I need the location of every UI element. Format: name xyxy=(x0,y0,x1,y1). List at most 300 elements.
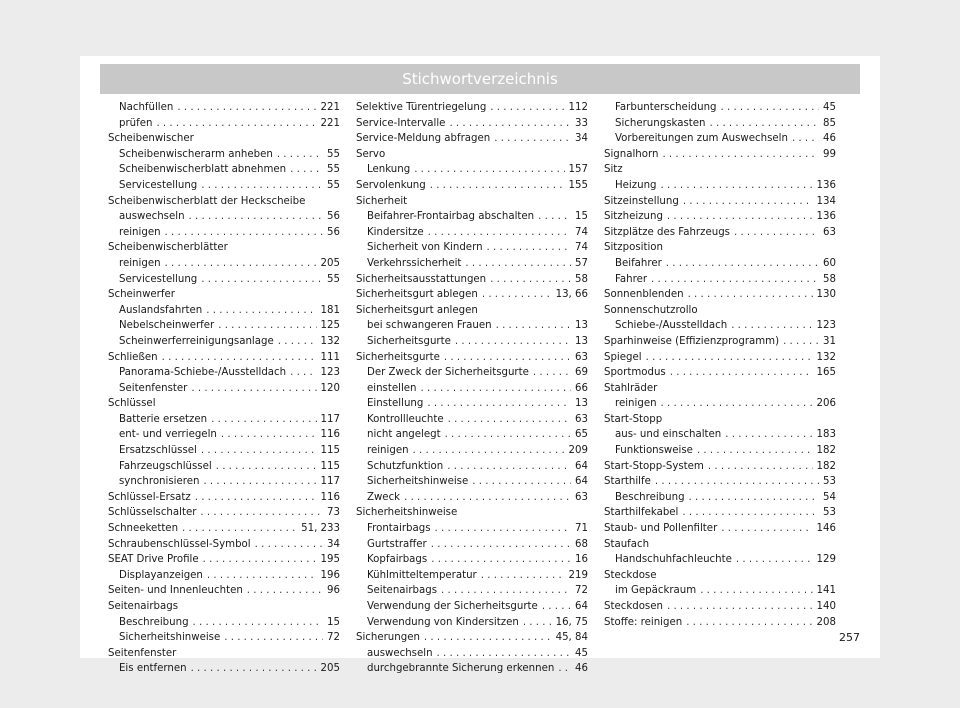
dot-leader xyxy=(686,615,812,631)
entry-term: Staufach xyxy=(604,538,650,550)
index-subentry xyxy=(108,661,340,677)
entry-term: Batterie ersetzen xyxy=(119,413,208,425)
dot-leader xyxy=(290,365,316,381)
entry-page: 55 xyxy=(327,179,340,191)
dot-leader xyxy=(404,490,571,506)
dot-leader xyxy=(428,225,571,241)
entry-term: Sicherheit von Kindern xyxy=(367,242,483,254)
entry-page: 55 xyxy=(327,273,340,285)
entry-page: 33 xyxy=(575,117,588,129)
entry-term: Verkehrssicherheit xyxy=(367,257,462,269)
index-entry xyxy=(356,147,588,163)
dot-leader xyxy=(448,412,571,428)
entry-term: Start-Stopp xyxy=(604,413,663,425)
dot-leader xyxy=(447,459,571,475)
dot-leader xyxy=(688,287,813,303)
entry-term: Stahlräder xyxy=(604,382,658,394)
index-subentry xyxy=(356,318,588,334)
entry-term: Sicherheitsgurt ablegen xyxy=(356,289,478,301)
index-subentry xyxy=(356,661,588,677)
index-entry xyxy=(108,599,340,615)
index-entry xyxy=(356,505,588,521)
entry-term: Servicestellung xyxy=(119,179,198,191)
entry-term: Scheibenwischerblätter xyxy=(108,242,228,254)
entry-page: 68 xyxy=(575,538,588,550)
entry-page: 157 xyxy=(568,164,588,176)
entry-term: durchgebrannte Sicherung erkennen xyxy=(367,663,555,675)
entry-term: Sicherheitshinweise xyxy=(367,476,469,488)
dot-leader xyxy=(734,225,819,241)
entry-term: Eis entfernen xyxy=(119,663,187,675)
index-entry xyxy=(356,178,588,194)
entry-term: ent- und verriegeln xyxy=(119,429,217,441)
index-subentry xyxy=(356,427,588,443)
index-subentry xyxy=(604,178,836,194)
entry-term: Kindersitze xyxy=(367,226,424,238)
entry-page: 66 xyxy=(575,382,588,394)
entry-term: Kontrollleuchte xyxy=(367,413,444,425)
index-subentry xyxy=(604,396,836,412)
entry-page: 51, 233 xyxy=(301,523,340,535)
entry-term: Selektive Türentriegelung xyxy=(356,102,487,113)
dot-leader xyxy=(203,474,316,490)
entry-page: 155 xyxy=(568,179,588,191)
entry-term: einstellen xyxy=(367,382,417,394)
index-entry xyxy=(356,303,588,319)
index-entry xyxy=(604,334,836,350)
entry-page: 132 xyxy=(816,351,836,363)
dot-leader xyxy=(424,630,552,646)
index-entry xyxy=(604,225,836,241)
entry-term: Beifahrer-Frontairbag abschalten xyxy=(367,211,535,223)
entry-term: Start-Stopp-System xyxy=(604,460,704,472)
entry-page: 65 xyxy=(575,429,588,441)
entry-term: Sonnenschutzrollo xyxy=(604,304,698,316)
dot-leader xyxy=(435,521,572,537)
entry-term: Gurtstraffer xyxy=(367,538,427,550)
entry-page: 221 xyxy=(320,102,340,113)
dot-leader xyxy=(523,615,552,631)
entry-page: 205 xyxy=(320,663,340,675)
index-subentry xyxy=(356,583,588,599)
index-subentry xyxy=(356,443,588,459)
entry-term: Starthilfekabel xyxy=(604,507,679,519)
dot-leader xyxy=(165,225,323,241)
entry-term: Lenkung xyxy=(367,164,411,176)
dot-leader xyxy=(481,568,565,584)
dot-leader xyxy=(278,334,317,350)
entry-page: 116 xyxy=(320,429,340,441)
index-subentry xyxy=(356,240,588,256)
entry-term: im Gepäckraum xyxy=(615,585,697,597)
entry-page: 74 xyxy=(575,242,588,254)
dot-leader xyxy=(494,131,571,147)
entry-page: 208 xyxy=(816,616,836,628)
index-subentry xyxy=(356,365,588,381)
entry-page: 13 xyxy=(575,335,588,347)
index-entry xyxy=(108,131,340,147)
dot-leader xyxy=(206,303,316,319)
entry-term: Handschuhfachleuchte xyxy=(615,554,732,566)
index-entry xyxy=(604,615,836,631)
index-entry xyxy=(604,381,836,397)
index-subentry xyxy=(108,459,340,475)
entry-term: Sicherheitsgurte xyxy=(367,335,451,347)
entry-term: Schneeketten xyxy=(108,523,179,535)
index-entry xyxy=(108,552,340,568)
index-subentry xyxy=(356,209,588,225)
entry-term: Seitenairbags xyxy=(367,585,438,597)
entry-page: 182 xyxy=(816,460,836,472)
index-entry xyxy=(604,365,836,381)
dot-leader xyxy=(247,583,323,599)
index-subentry xyxy=(108,209,340,225)
index-entry xyxy=(108,240,340,256)
index-subentry xyxy=(356,162,588,178)
index-subentry xyxy=(356,459,588,475)
entry-page: 195 xyxy=(320,554,340,566)
index-entry xyxy=(604,521,836,537)
entry-page: 165 xyxy=(816,367,836,379)
index-subentry xyxy=(356,474,588,490)
entry-term: nicht angelegt xyxy=(367,429,441,441)
dot-leader xyxy=(441,583,571,599)
dot-leader xyxy=(783,334,819,350)
index-subentry xyxy=(356,381,588,397)
entry-term: Steckdosen xyxy=(604,601,663,612)
entry-page: 16 xyxy=(575,554,588,566)
dot-leader xyxy=(444,350,571,366)
index-entry xyxy=(356,272,588,288)
entry-term: Fahrzeugschlüssel xyxy=(119,460,212,472)
index-subentry xyxy=(108,365,340,381)
entry-page: 117 xyxy=(320,476,340,488)
dot-leader xyxy=(193,615,323,631)
dot-leader xyxy=(201,272,323,288)
entry-page: 69 xyxy=(575,367,588,379)
entry-page: 181 xyxy=(320,304,340,316)
dot-leader xyxy=(427,396,571,412)
entry-page: 54 xyxy=(823,491,836,503)
entry-term: Service-Meldung abfragen xyxy=(356,133,491,145)
entry-term: Servicestellung xyxy=(119,273,198,285)
entry-term: Schutzfunktion xyxy=(367,460,444,472)
entry-page: 129 xyxy=(816,554,836,566)
entry-page: 71 xyxy=(575,523,588,535)
entry-term: Verwendung von Kindersitzen xyxy=(367,616,519,628)
index-subentry xyxy=(108,443,340,459)
dot-leader xyxy=(182,521,297,537)
entry-term: Sitzeinstellung xyxy=(604,195,679,207)
index-subentry xyxy=(108,178,340,194)
index-entry xyxy=(604,147,836,163)
entry-page: 209 xyxy=(568,445,588,457)
dot-leader xyxy=(708,459,813,475)
entry-page: 64 xyxy=(575,476,588,488)
index-subentry xyxy=(108,303,340,319)
page-number: 257 xyxy=(839,631,860,644)
index-subentry xyxy=(604,318,836,334)
index-subentry xyxy=(604,583,836,599)
index-subentry xyxy=(108,116,340,132)
entry-page: 140 xyxy=(816,601,836,612)
entry-term: Seitenairbags xyxy=(108,601,179,612)
entry-term: Zweck xyxy=(367,491,401,503)
index-subentry xyxy=(356,646,588,662)
entry-term: Fahrer xyxy=(615,273,648,285)
index-subentry xyxy=(604,131,836,147)
index-entry xyxy=(108,646,340,662)
entry-page: 111 xyxy=(320,351,340,363)
index-page xyxy=(80,56,880,675)
dot-leader xyxy=(189,209,324,225)
entry-page: 13, 66 xyxy=(555,289,588,301)
dot-leader xyxy=(431,537,571,553)
index-entry xyxy=(108,521,340,537)
entry-term: Sicherheitshinweise xyxy=(119,632,221,644)
entry-term: Seitenfenster xyxy=(108,647,177,659)
index-subentry xyxy=(604,552,836,568)
entry-page: 72 xyxy=(327,632,340,644)
entry-page: 123 xyxy=(320,367,340,379)
index-entry xyxy=(108,396,340,412)
entry-term: Beifahrer xyxy=(615,257,662,269)
entry-term: Scheibenwischerarm anheben xyxy=(119,148,273,160)
index-entry xyxy=(604,505,836,521)
entry-page: 115 xyxy=(320,460,340,472)
index-subentry xyxy=(108,615,340,631)
dot-leader xyxy=(731,318,812,334)
entry-term: Seiten- und Innenleuchten xyxy=(108,585,243,597)
entry-page: 13 xyxy=(575,398,588,410)
entry-page: 85 xyxy=(823,117,836,129)
index-subentry xyxy=(108,256,340,272)
entry-page: 99 xyxy=(823,148,836,160)
index-entry xyxy=(604,474,836,490)
entry-term: Beschreibung xyxy=(615,491,685,503)
entry-page: 123 xyxy=(816,320,836,332)
entry-term: Servolenkung xyxy=(356,179,426,191)
entry-page: 221 xyxy=(320,117,340,129)
entry-term: Kopfairbags xyxy=(367,554,428,566)
entry-term: Schraubenschlüssel-Symbol xyxy=(108,538,251,550)
entry-page: 15 xyxy=(327,616,340,628)
entry-page: 73 xyxy=(327,507,340,519)
entry-page: 34 xyxy=(327,538,340,550)
index-subentry xyxy=(356,552,588,568)
dot-leader xyxy=(156,116,316,132)
entry-page: 45 xyxy=(575,647,588,659)
index-subentry xyxy=(356,396,588,412)
entry-term: Farbunterscheidung xyxy=(615,102,717,113)
dot-leader xyxy=(430,178,565,194)
entry-page: 74 xyxy=(575,226,588,238)
entry-term: Scheibenwischer xyxy=(108,133,194,145)
dot-leader xyxy=(413,443,565,459)
entry-term: Ersatzschlüssel xyxy=(119,445,197,457)
dot-leader xyxy=(651,272,819,288)
dot-leader xyxy=(721,100,820,116)
index-entry xyxy=(108,287,340,303)
entry-page: 46 xyxy=(575,663,588,675)
index-subentry xyxy=(604,272,836,288)
dot-leader xyxy=(700,583,812,599)
dot-leader xyxy=(683,194,813,210)
entry-term: Staub- und Pollenfilter xyxy=(604,523,718,535)
entry-term: Starthilfe xyxy=(604,476,651,488)
dot-leader xyxy=(445,427,571,443)
index-subentry xyxy=(108,147,340,163)
entry-page: 34 xyxy=(575,133,588,145)
dot-leader xyxy=(165,256,317,272)
dot-leader xyxy=(472,474,571,490)
entry-term: Sonnenblenden xyxy=(604,289,684,301)
entry-term: reinigen xyxy=(119,226,161,238)
dot-leader xyxy=(211,412,316,428)
entry-term: Sicherheit xyxy=(356,195,408,207)
entry-term: Seitenfenster xyxy=(119,382,188,394)
entry-term: Der Zweck der Sicherheitsgurte xyxy=(367,367,529,379)
entry-term: Spiegel xyxy=(604,351,642,363)
index-subentry xyxy=(356,334,588,350)
index-subentry xyxy=(604,443,836,459)
index-entry xyxy=(356,287,588,303)
dot-leader xyxy=(255,537,323,553)
index-entry xyxy=(108,505,340,521)
dot-leader xyxy=(670,365,813,381)
dot-leader xyxy=(455,334,571,350)
index-entry xyxy=(108,350,340,366)
entry-term: reinigen xyxy=(119,257,161,269)
entry-page: 63 xyxy=(575,413,588,425)
entry-term: Schlüsselschalter xyxy=(108,507,197,519)
entry-term: Verwendung der Sicherheitsgurte xyxy=(367,601,538,612)
entry-term: Heizung xyxy=(615,179,657,191)
entry-page: 56 xyxy=(327,211,340,223)
dot-leader xyxy=(437,646,572,662)
index-entry xyxy=(108,537,340,553)
entry-page: 96 xyxy=(327,585,340,597)
entry-page: 63 xyxy=(575,351,588,363)
dot-leader xyxy=(203,552,317,568)
dot-leader xyxy=(487,240,571,256)
index-entry xyxy=(604,240,836,256)
dot-leader xyxy=(414,162,564,178)
entry-term: prüfen xyxy=(119,117,153,129)
entry-page: 56 xyxy=(327,226,340,238)
entry-page: 196 xyxy=(320,569,340,581)
entry-term: SEAT Drive Profile xyxy=(108,554,199,566)
index-subentry xyxy=(108,568,340,584)
entry-page: 45 xyxy=(823,102,836,113)
dot-leader xyxy=(689,490,819,506)
index-entry xyxy=(604,459,836,475)
entry-term: Sportmodus xyxy=(604,367,666,379)
entry-page: 136 xyxy=(816,211,836,223)
index-entry xyxy=(356,100,588,116)
index-column-1 xyxy=(108,100,340,677)
entry-term: Sitz xyxy=(604,164,623,176)
entry-page: 206 xyxy=(816,398,836,410)
dot-leader xyxy=(542,599,571,615)
entry-page: 72 xyxy=(575,585,588,597)
index-entry xyxy=(356,630,588,646)
index-entry xyxy=(604,303,836,319)
dot-leader xyxy=(496,318,571,334)
dot-leader xyxy=(200,505,323,521)
index-subentry xyxy=(356,537,588,553)
dot-leader xyxy=(533,365,571,381)
entry-page: 134 xyxy=(816,195,836,207)
entry-term: Sparhinweise (Effizienzprogramm) xyxy=(604,335,780,347)
dot-leader xyxy=(558,661,571,677)
index-entry xyxy=(604,162,836,178)
index-subentry xyxy=(108,162,340,178)
entry-page: 136 xyxy=(816,179,836,191)
entry-page: 117 xyxy=(320,413,340,425)
dot-leader xyxy=(490,272,571,288)
dot-leader xyxy=(655,474,819,490)
entry-page: 31 xyxy=(823,335,836,347)
entry-page: 16, 75 xyxy=(555,616,588,628)
index-entry xyxy=(604,568,836,584)
entry-term: Vorbereitungen zum Auswechseln xyxy=(615,133,788,145)
entry-page: 116 xyxy=(320,491,340,503)
dot-leader xyxy=(201,178,323,194)
entry-term: Sicherheitshinweise xyxy=(356,507,458,519)
dot-leader xyxy=(162,350,317,366)
entry-page: 115 xyxy=(320,445,340,457)
dot-leader xyxy=(736,552,813,568)
index-entry xyxy=(356,350,588,366)
index-subentry xyxy=(604,256,836,272)
dot-leader xyxy=(646,350,813,366)
index-subentry xyxy=(108,272,340,288)
entry-term: Schlüssel-Ersatz xyxy=(108,491,191,503)
dot-leader xyxy=(465,256,571,272)
entry-page: 55 xyxy=(327,148,340,160)
entry-page: 64 xyxy=(575,601,588,612)
dot-leader xyxy=(207,568,317,584)
dot-leader xyxy=(792,131,819,147)
dot-leader xyxy=(277,147,323,163)
index-subentry xyxy=(356,412,588,428)
entry-term: auswechseln xyxy=(119,211,185,223)
entry-page: 57 xyxy=(575,257,588,269)
entry-term: Sitzposition xyxy=(604,242,663,254)
index-entry xyxy=(108,583,340,599)
entry-term: Sicherheitsausstattungen xyxy=(356,273,487,285)
dot-leader xyxy=(224,630,323,646)
index-subentry xyxy=(108,318,340,334)
index-subentry xyxy=(108,334,340,350)
index-subentry xyxy=(356,568,588,584)
index-entry xyxy=(604,350,836,366)
entry-page: 132 xyxy=(320,335,340,347)
entry-page: 63 xyxy=(575,491,588,503)
entry-page: 120 xyxy=(320,382,340,394)
entry-term: reinigen xyxy=(367,445,409,457)
entry-term: Scheibenwischerblatt der Heckscheibe xyxy=(108,195,306,207)
entry-term: Steckdose xyxy=(604,569,657,581)
entry-term: Nebelscheinwerfer xyxy=(119,320,215,332)
entry-term: Beschreibung xyxy=(119,616,189,628)
entry-page: 183 xyxy=(816,429,836,441)
entry-page: 205 xyxy=(320,257,340,269)
entry-page: 219 xyxy=(568,569,588,581)
entry-term: Schiebe-/Ausstelldach xyxy=(615,320,728,332)
dot-leader xyxy=(666,256,819,272)
